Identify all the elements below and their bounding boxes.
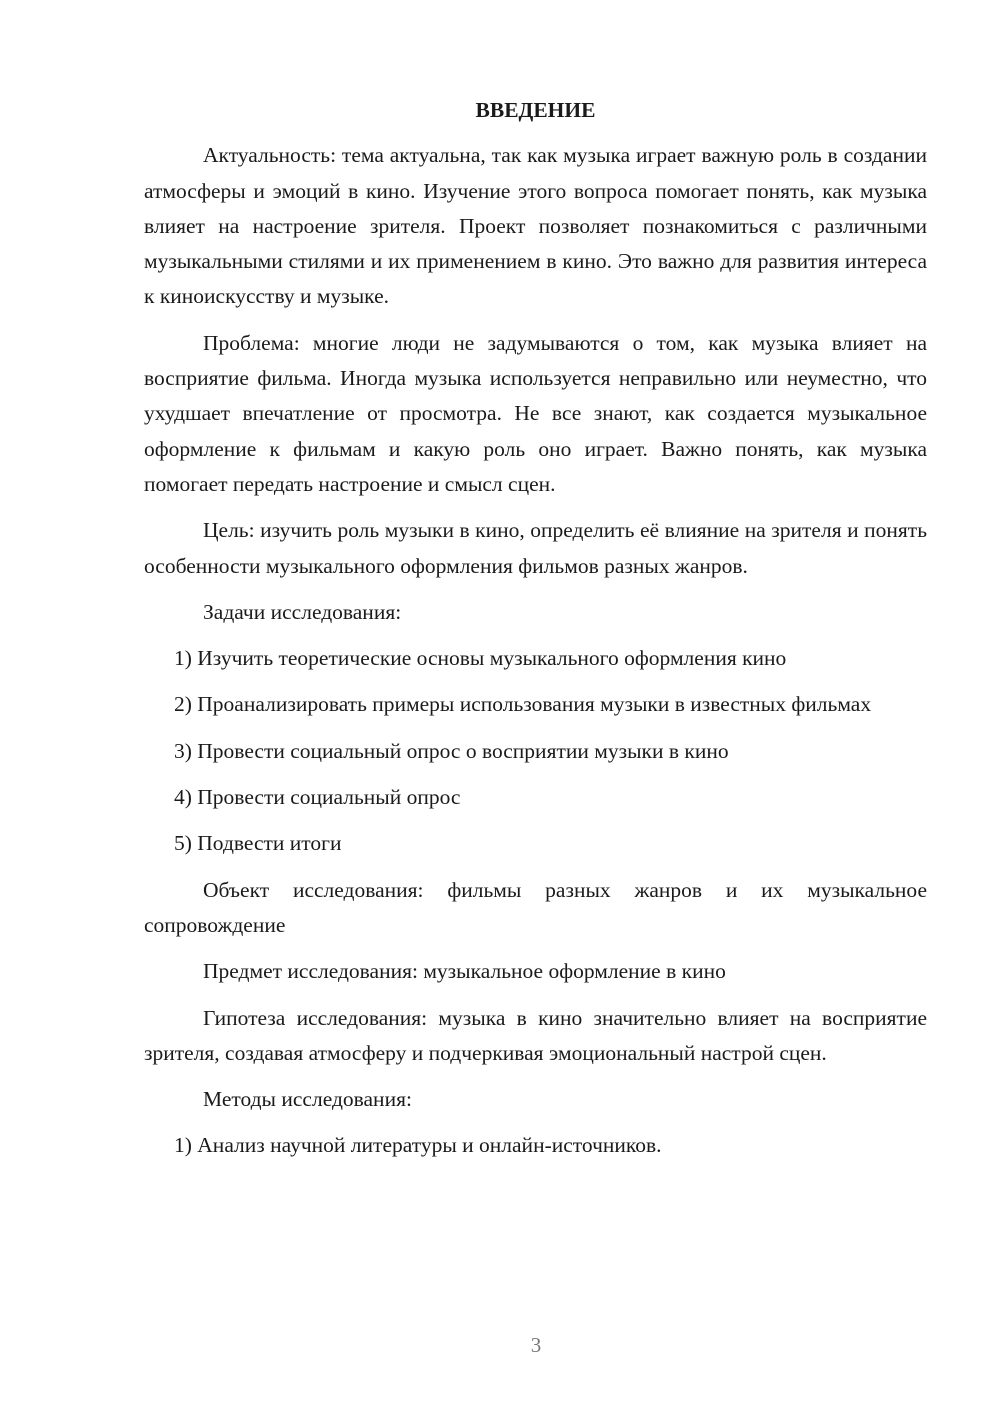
methods-heading: Методы исследования: xyxy=(203,1087,412,1112)
task-item-3: 3) Провести социальный опрос о восприятии музыки в кино xyxy=(174,738,729,763)
task-item-2: 2) Проанализировать примеры использования музыки в известных фильмах xyxy=(174,692,872,717)
tasks-heading: Задачи исследования: xyxy=(203,599,402,624)
page-content xyxy=(144,93,927,1175)
task-item-1: 1) Изучить теоретические основы музыкального оформления кино xyxy=(174,646,787,671)
page-title: ВВЕДЕНИЕ xyxy=(475,98,596,122)
problem-paragraph: Проблема: многие люди не задумываются о том, как музыка влияет на восприятие фильма. Иногда музыка используется неправильно или неуместно, что ухудшает впечатление от просмотра. Не все знают, как создается музыкальное оформление к фильмам и какую роль оно играет. Важно понять, как музыка помогает передать настроение и смысл сцен. xyxy=(144,330,927,496)
relevance-paragraph: Актуальность: тема актуальна, так как музыка играет важную роль в создании атмосферы и эмоций в кино. Изучение этого вопроса помогает понять, как музыка влияет на настроение зрителя. Проект позволяет познакомиться с различными музыкальными стилями и их применением в кино. Это важно для развития интереса к киноискусству и музыке. xyxy=(144,143,927,309)
subject-paragraph: Предмет исследования: музыкальное оформление в кино xyxy=(203,959,726,984)
goal-paragraph: Цель: изучить роль музыки в кино, определить её влияние на зрителя и понять особенности музыкального оформления фильмов разных жанров. xyxy=(144,518,927,578)
object-paragraph: Объект исследования: фильмы разных жанров и их музыкальное сопровождение xyxy=(144,877,927,937)
hypothesis-paragraph: Гипотеза исследования: музыка в кино значительно влияет на восприятие зрителя, создавая атмосферу и подчеркивая эмоциональный настрой сцен. xyxy=(144,1005,927,1065)
method-item-1: 1) Анализ научной литературы и онлайн-источников. xyxy=(174,1133,662,1158)
task-item-5: 5) Подвести итоги xyxy=(174,831,342,856)
task-item-4: 4) Провести социальный опрос xyxy=(174,785,461,810)
page-number: 3 xyxy=(530,1333,542,1357)
